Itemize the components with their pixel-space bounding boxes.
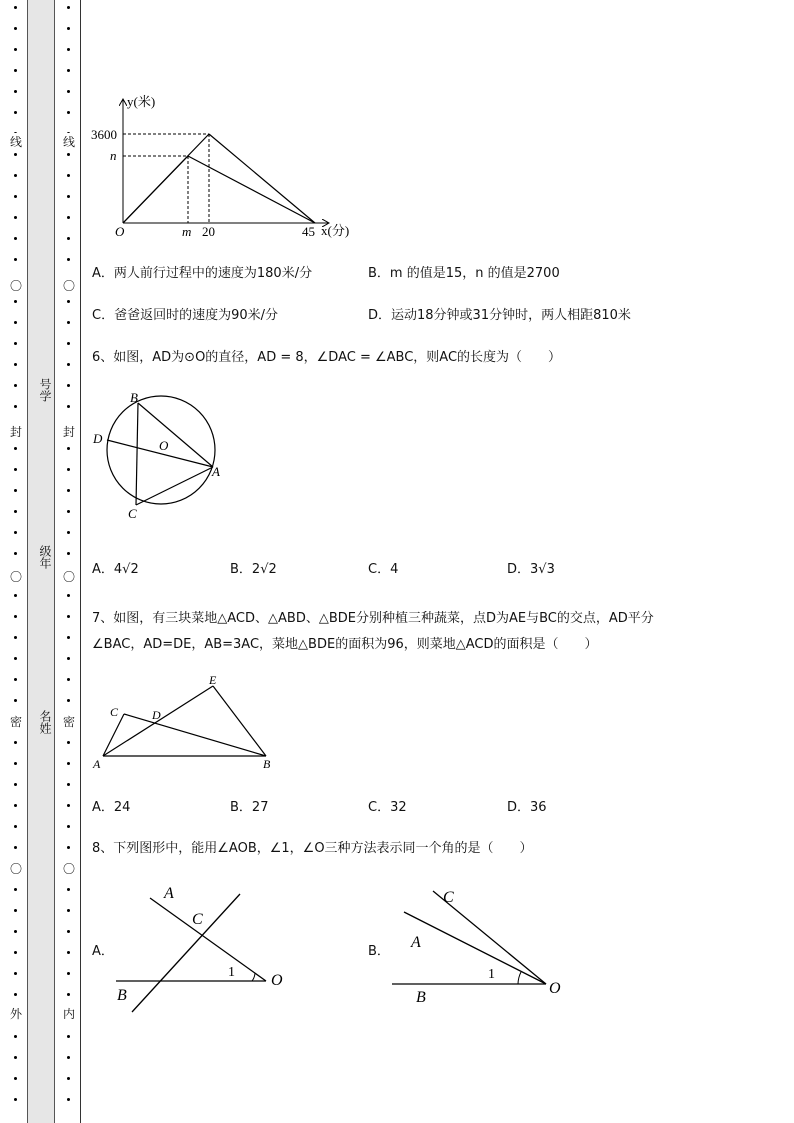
margin-dot	[67, 1077, 70, 1080]
margin-dot	[67, 27, 70, 30]
margin-dot	[67, 342, 70, 345]
margin-dot	[14, 846, 17, 849]
margin-dot	[67, 111, 70, 114]
q6-option-c: C．4	[368, 562, 399, 577]
y-tick-3600: 3600	[91, 127, 117, 142]
margin-dot	[14, 615, 17, 618]
margin-dot	[67, 321, 70, 324]
margin-dot	[67, 825, 70, 828]
margin-dot	[67, 300, 70, 303]
margin-dot	[14, 1056, 17, 1059]
margin-dot	[14, 699, 17, 702]
margin-dot	[67, 468, 70, 471]
margin-dot	[67, 1035, 70, 1038]
margin-dot	[67, 489, 70, 492]
ray-oa	[404, 912, 546, 984]
q5-option-a: A．两人前行过程中的速度为180米/分	[92, 266, 313, 281]
q6-option-b: B．2√2	[230, 562, 277, 577]
outer-dot-column	[9, 0, 23, 1123]
inner-mark-nei: 内	[62, 1007, 75, 1021]
margin-dot	[14, 1098, 17, 1101]
name-label: 名姓	[38, 710, 52, 734]
q8-option-a-label: A．	[92, 944, 114, 959]
margin-dot	[14, 783, 17, 786]
point-d-label: D	[93, 431, 103, 446]
margin-dot	[67, 531, 70, 534]
margin-dot	[67, 846, 70, 849]
binding-margin	[0, 0, 82, 1123]
y-tick-n: n	[110, 148, 117, 163]
label-b: B	[117, 987, 127, 1004]
label-c: C	[192, 911, 203, 928]
margin-rule	[80, 0, 81, 1123]
margin-dot	[14, 1035, 17, 1038]
margin-dot	[14, 888, 17, 891]
point-b-label: B	[130, 390, 138, 405]
student-number-label: 号学	[38, 378, 52, 402]
margin-dot	[67, 195, 70, 198]
q5-distance-time-graph	[90, 92, 370, 244]
margin-dot	[67, 930, 70, 933]
margin-dot	[14, 69, 17, 72]
margin-dot	[67, 405, 70, 408]
point-e-label: E	[209, 673, 217, 687]
margin-dot	[14, 657, 17, 660]
point-c-label: C	[110, 705, 119, 719]
outer-mark-mi: 密	[9, 715, 22, 729]
margin-dot	[67, 762, 70, 765]
margin-dot	[14, 531, 17, 534]
margin-dot	[14, 678, 17, 681]
margin-dot	[14, 1077, 17, 1080]
crossing-line	[132, 894, 240, 1012]
center-o-label: O	[159, 438, 169, 453]
inner-mark-circle: 〇	[62, 279, 75, 293]
q8-stem: 8、下列图形中，能用∠AOB，∠1，∠O三种方法表示同一个角的是（ ）	[92, 841, 533, 856]
margin-dot	[14, 27, 17, 30]
inner-mark-mi: 密	[62, 715, 75, 729]
q7-stem-line2: ∠BAC，AD=DE，AB=3AC，菜地△BDE的面积为96，则菜地△ACD的面积是（ ）	[92, 637, 598, 652]
q7-triangle-figure	[88, 672, 278, 772]
margin-dot	[14, 972, 17, 975]
margin-dot	[14, 762, 17, 765]
margin-dot	[67, 90, 70, 93]
point-c-label: C	[128, 506, 137, 520]
origin-label: O	[115, 224, 125, 239]
label-o: O	[549, 980, 561, 997]
margin-dot	[14, 951, 17, 954]
son-return-line	[188, 156, 315, 223]
chord-bc	[136, 403, 138, 505]
margin-dot	[14, 384, 17, 387]
margin-dot	[67, 69, 70, 72]
y-axis-label: y(米)	[127, 94, 156, 109]
margin-dot	[14, 405, 17, 408]
q5-option-d: D．运动18分钟或31分钟时，两人相距810米	[368, 308, 631, 323]
margin-dot	[67, 1056, 70, 1059]
margin-dot	[14, 909, 17, 912]
inner-dot-column	[62, 0, 76, 1123]
margin-dot	[14, 342, 17, 345]
margin-dot	[67, 258, 70, 261]
margin-dot	[67, 237, 70, 240]
label-angle-1: 1	[228, 965, 235, 980]
q6-circle-figure	[88, 388, 228, 520]
inner-mark-circle: 〇	[62, 862, 75, 876]
q7-option-b: B．27	[230, 800, 269, 815]
margin-dot	[67, 1098, 70, 1101]
x-tick-20: 20	[202, 224, 215, 239]
q6-stem: 6、如图，AD为⊙O的直径，AD = 8，∠DAC = ∠ABC，则AC的长度为（ ）	[92, 350, 562, 365]
margin-dot	[14, 300, 17, 303]
margin-dot	[14, 552, 17, 555]
dad-return-line	[209, 134, 315, 223]
outer-mark-xian: 线	[9, 135, 22, 149]
q8-figure-b	[388, 880, 578, 1010]
margin-dot	[14, 363, 17, 366]
margin-dot	[67, 174, 70, 177]
margin-dot	[67, 678, 70, 681]
q7-option-a: A．24	[92, 800, 131, 815]
outer-mark-feng: 封	[9, 425, 22, 439]
angle-1-arc	[252, 973, 255, 981]
margin-dot	[67, 951, 70, 954]
inner-mark-circle: 〇	[62, 570, 75, 584]
margin-dot	[67, 972, 70, 975]
margin-dot	[67, 909, 70, 912]
margin-dot	[67, 48, 70, 51]
margin-dot	[67, 888, 70, 891]
margin-dot	[67, 6, 70, 9]
outer-mark-circle: 〇	[9, 570, 22, 584]
label-c: C	[443, 889, 454, 906]
margin-dot	[14, 636, 17, 639]
margin-dot	[14, 930, 17, 933]
margin-dot	[67, 783, 70, 786]
margin-dot	[67, 993, 70, 996]
outer-mark-circle: 〇	[9, 862, 22, 876]
class-label: 级年	[38, 545, 52, 569]
margin-dot	[14, 447, 17, 450]
margin-dot	[14, 48, 17, 51]
label-b: B	[416, 989, 426, 1006]
margin-dot	[14, 258, 17, 261]
margin-dot	[14, 468, 17, 471]
point-a-label: A	[93, 757, 101, 771]
margin-dot	[14, 510, 17, 513]
q6-option-d: D．3√3	[507, 562, 555, 577]
margin-dot	[14, 195, 17, 198]
margin-dot	[14, 741, 17, 744]
q8-figure-a	[108, 878, 298, 1018]
margin-dot	[67, 804, 70, 807]
margin-dot	[67, 153, 70, 156]
point-a-label: A	[212, 464, 220, 479]
line-cb	[124, 714, 266, 756]
son-line	[123, 156, 188, 223]
margin-dot	[67, 636, 70, 639]
margin-dot	[67, 363, 70, 366]
x-tick-m: m	[182, 224, 192, 239]
margin-dot	[14, 594, 17, 597]
q5-option-c: C．爸爸返回时的速度为90米/分	[92, 308, 278, 323]
point-b-label: B	[263, 757, 271, 771]
margin-dot	[67, 594, 70, 597]
margin-dot	[67, 657, 70, 660]
line-eb	[213, 686, 266, 756]
outer-mark-circle: 〇	[9, 279, 22, 293]
margin-dot	[14, 825, 17, 828]
ray-oa	[150, 898, 266, 981]
margin-dot	[67, 447, 70, 450]
label-o: O	[271, 972, 283, 989]
label-angle-1: 1	[488, 967, 495, 982]
x-axis-label: x(分)	[321, 223, 350, 238]
label-a: A	[164, 885, 174, 902]
q5-option-b: B．m 的值是15，n 的值是2700	[368, 266, 560, 281]
margin-dot	[14, 111, 17, 114]
inner-mark-feng: 封	[62, 425, 75, 439]
margin-dot	[14, 174, 17, 177]
margin-dot	[14, 804, 17, 807]
margin-dot	[67, 216, 70, 219]
margin-dot	[67, 552, 70, 555]
margin-dot	[14, 6, 17, 9]
inner-mark-xian: 线	[62, 135, 75, 149]
margin-dot	[14, 237, 17, 240]
margin-dot	[14, 321, 17, 324]
margin-dot	[67, 741, 70, 744]
point-d-label: D	[152, 708, 161, 722]
q7-stem-line1: 7、如图，有三块菜地△ACD、△ABD、△BDE分别种植三种蔬菜，点D为AE与BC的交点，AD平分	[92, 611, 654, 626]
q8-option-b-label: B．	[368, 944, 390, 959]
outer-mark-wai: 外	[9, 1007, 22, 1021]
margin-dot	[67, 510, 70, 513]
margin-dot	[67, 699, 70, 702]
margin-dot	[67, 384, 70, 387]
angle-1-arc	[518, 972, 521, 984]
q7-option-c: C．32	[368, 800, 407, 815]
margin-dot	[14, 153, 17, 156]
q6-option-a: A．4√2	[92, 562, 139, 577]
margin-dot	[14, 993, 17, 996]
x-tick-45: 45	[302, 224, 315, 239]
q7-option-d: D．36	[507, 800, 547, 815]
margin-dot	[14, 489, 17, 492]
margin-dot	[14, 216, 17, 219]
margin-dot	[67, 615, 70, 618]
label-a: A	[411, 934, 421, 951]
margin-dot	[14, 90, 17, 93]
